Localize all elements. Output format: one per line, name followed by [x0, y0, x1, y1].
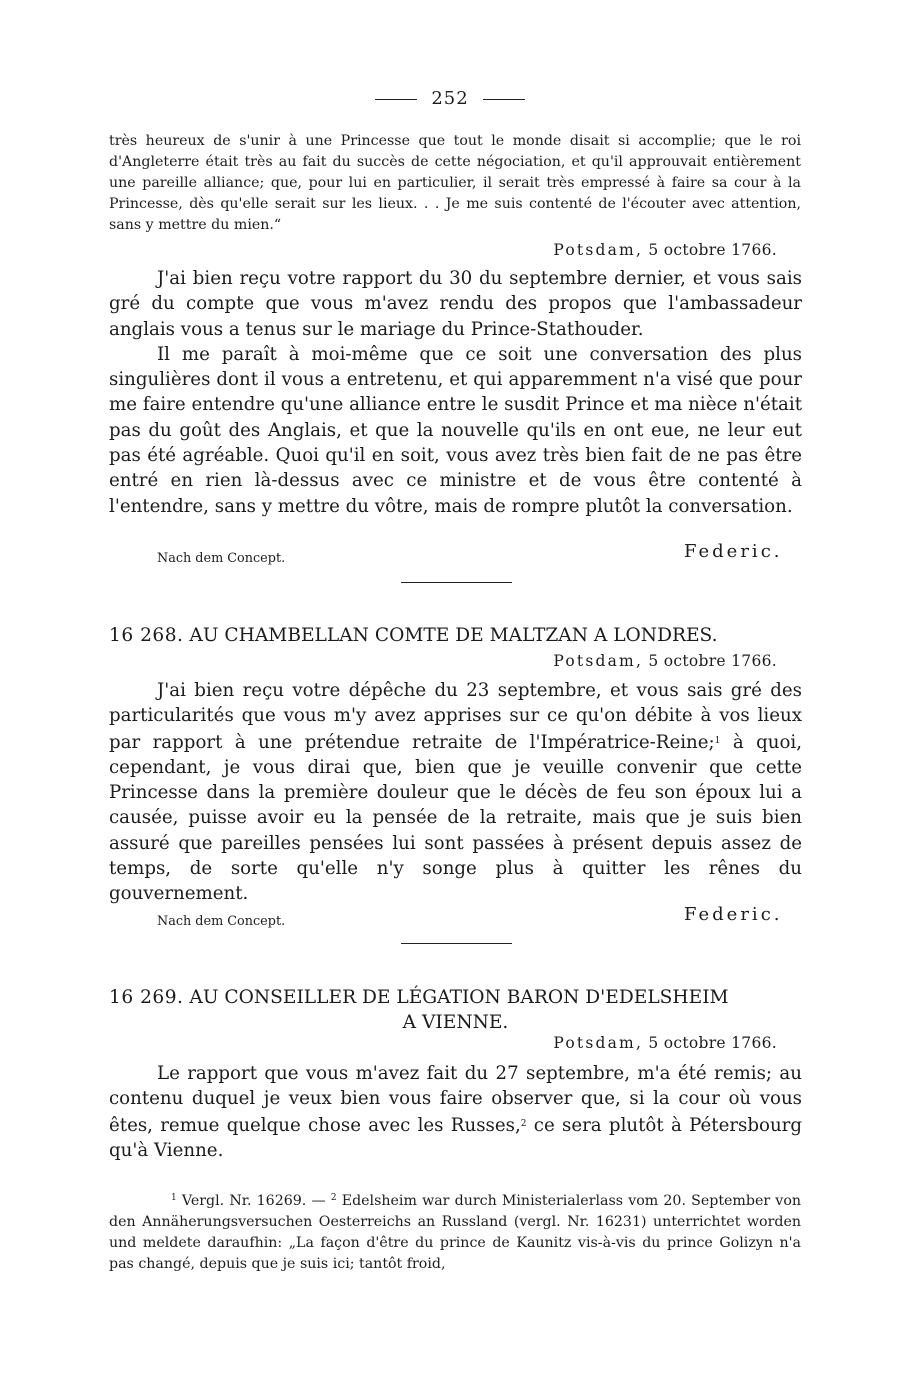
letter3-date: 5 octobre 1766. — [648, 1034, 777, 1052]
page-number-dash-right — [483, 99, 525, 100]
letter3-title-continuation: A VIENNE. — [402, 1012, 509, 1033]
footnote-paragraph — [109, 1188, 801, 1275]
letter1-paragraph: J'ai bien reçu votre rapport du 30 du septembre dernier, et vous sais gré du compte que vous m'avez rendu des propos que l'ambassadeur anglais vous a tenus sur le mariage du Prince-Stathouder. — [109, 268, 802, 340]
footnote-ref-2: 2 — [520, 1118, 527, 1129]
section-divider — [401, 582, 512, 583]
page-number-dash-left — [375, 99, 417, 100]
carryover-quote — [109, 131, 801, 236]
letter2-heading — [109, 623, 802, 648]
letter3-paragraph — [109, 1061, 802, 1163]
page-number — [0, 88, 900, 109]
letter2-paragraph — [109, 678, 802, 907]
letter1-body — [109, 266, 802, 519]
footnote-ref-1: 1 — [714, 735, 721, 746]
letter3-number: 16 269. — [109, 987, 184, 1008]
footnote-2-text: Edelsheim war durch Ministerialerlass vom 20. September von den Annäherungsversuchen Oesterreichs an Russland (vergl. Nr. 16231) unterrichtet worden und meldete daraufhin: „La façon d'être du prince de Kaunitz vis-à-vis du prince Golizyn n'a pas changé, depuis que je suis ici; tantôt froid, — [109, 1193, 801, 1272]
letter2-text: J'ai bien reçu votre dépêche du 23 septembre, et vous sais gré des particularités que vous m'y avez apprises sur ce qu'on débite à vos lieux par rapport à une prétendue retraite de l'Impératrice-Reine; — [109, 680, 802, 753]
letter2-signature: Federic. — [684, 904, 783, 925]
letter2-body — [109, 678, 802, 907]
letter3-date-place: Potsdam, — [553, 1034, 644, 1052]
letter2-source-note: Nach dem Concept. — [157, 914, 286, 929]
footnote-1-text: Vergl. Nr. 16269. — — [176, 1193, 331, 1209]
letter3-text: Le rapport que vous m'avez fait du 27 septembre, m'a été remis; au contenu duquel je veux bien vous faire observer que, si la cour où vous êtes, remue quelque chose avec les Russes, — [109, 1063, 802, 1136]
letter2-title: AU CHAMBELLAN COMTE DE MALTZAN A LONDRES. — [189, 625, 718, 646]
letter1-date-place: Potsdam, — [553, 241, 644, 259]
footnote-mark-2: 2 — [330, 1193, 337, 1203]
letter3-text: ce sera plutôt à Pétersbourg qu'à Vienne. — [109, 1114, 802, 1161]
letter2-text: à quoi, cependant, je vous dirai que, bien que je veuille convenir que cette Princesse dans la première douleur que le décès de feu son époux lui a causée, puisse avoir eu la pensée de la retraite, mais que je suis bien assuré que pareilles pensées lui sont passées à présent depuis assez de temps, de sorte qu'elle n'y songe plus à quitter les rênes du gouvernement. — [109, 731, 802, 905]
footnote-mark-1: 1 — [171, 1193, 177, 1203]
letter2-date-place: Potsdam, — [553, 652, 644, 670]
footnotes — [109, 1188, 801, 1275]
page-number-text: 252 — [431, 88, 469, 109]
letter1-signature: Federic. — [684, 541, 783, 562]
letter2-number: 16 268. — [109, 625, 184, 646]
letter3-heading — [109, 985, 802, 1035]
letter1-dateline — [553, 241, 777, 259]
letter1-source-note: Nach dem Concept. — [157, 551, 286, 566]
letter1-date: 5 octobre 1766. — [648, 241, 777, 259]
carryover-quote-text: très heureux de s'unir à une Princesse que tout le monde disait si accomplie; que le roi d'Angleterre était très au fait du succès de cette négociation, et qu'il approuvait entièrement une pareille alliance; que, pour lui en particulier, il serait très empressé à faire sa cour à la Princesse, dès qu'elle serait sur les lieux. . . Je me suis contenté de l'écouter avec attention, sans y mettre du mien.“ — [109, 133, 801, 233]
letter2-dateline — [553, 652, 777, 670]
letter2-date: 5 octobre 1766. — [648, 652, 777, 670]
letter3-title: AU CONSEILLER DE LÉGATION BARON D'EDELSHEIM — [189, 987, 729, 1008]
letter3-body — [109, 1061, 802, 1163]
letter1-paragraph: Il me paraît à moi-même que ce soit une conversation des plus singulières dont il vous a entretenu, et qui apparemment n'a visé que pour me faire entendre qu'une alliance entre le susdit Prince et ma nièce n'était pas du goût des Anglais, et que la nouvelle qu'ils en ont eue, ne leur eut pas été agréable. Quoi qu'il en soit, vous avez très bien fait de ne pas être entré en rien là-dessus avec ce ministre et de vous être contenté à l'entendre, sans y mettre du vôtre, mais de rompre plutôt la conversation. — [109, 343, 802, 517]
section-divider — [401, 943, 512, 944]
letter3-dateline — [553, 1034, 777, 1052]
